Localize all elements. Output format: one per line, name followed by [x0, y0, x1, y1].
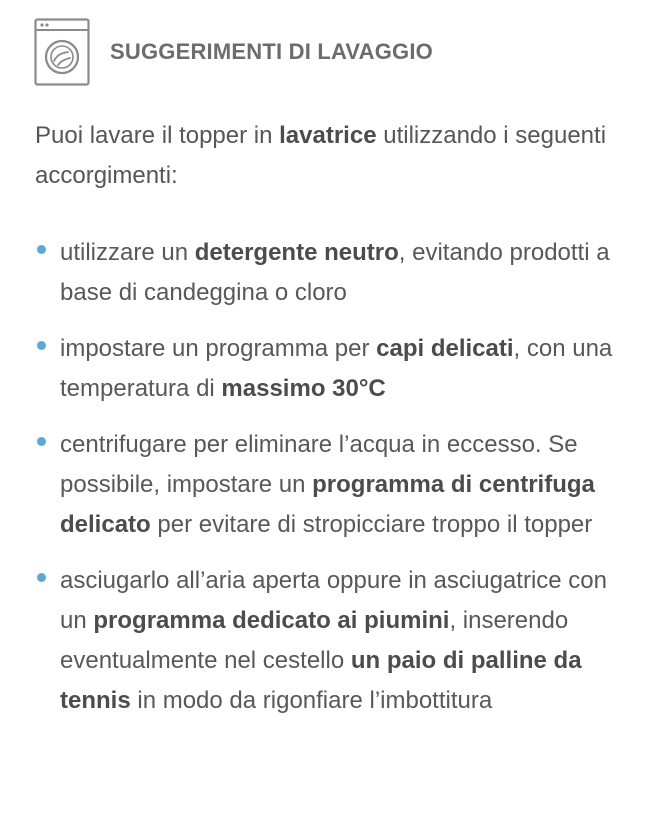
tips-list — [35, 233, 635, 721]
tip-1-text-2: , evitando prodotti a base di candeggina o cloro — [60, 239, 610, 306]
tip-4-bold-1: programma dedicato ai piumini — [93, 607, 450, 634]
washing-machine-icon — [34, 18, 90, 86]
tip-text-4 — [60, 561, 635, 721]
tip-1-text-1: utilizzare un — [60, 239, 195, 266]
tip-text-1 — [60, 233, 635, 313]
section-header — [34, 18, 433, 86]
section-title: SUGGERIMENTI DI LAVAGGIO — [110, 39, 433, 64]
tip-3-text-1: centrifugare per eliminare l’acqua in eccesso. Se possibile, impostare un — [60, 431, 578, 498]
tip-item-1 — [35, 233, 635, 313]
intro-text-2: utilizzando i seguenti accorgimenti: — [35, 122, 607, 189]
tip-text-2 — [60, 329, 635, 409]
tip-2-bold-2: massimo 30°C — [221, 375, 386, 402]
tip-2-text-1: impostare un programma per — [60, 335, 377, 362]
tip-1-bold-1: detergente neutro — [194, 239, 399, 266]
tip-2-text-2: , con una temperatura di — [60, 335, 613, 402]
tip-4-text-3: in modo da rigonfiare l’imbottitura — [130, 687, 493, 714]
tip-text-3 — [60, 425, 635, 545]
tip-item-4 — [35, 561, 635, 721]
bullet-dot — [37, 341, 46, 350]
intro-paragraph — [35, 116, 625, 196]
bullet-dot — [37, 573, 46, 582]
tip-4-text-2: , inserendo eventualmente nel cestello — [60, 607, 569, 674]
tip-item-2 — [35, 329, 635, 409]
tip-3-bold-1: programma di centrifuga delicato — [60, 471, 595, 538]
intro-text-1: Puoi lavare il topper in — [35, 122, 280, 149]
bullet-dot — [37, 245, 46, 254]
tip-item-3 — [35, 425, 635, 545]
intro-bold-1: lavatrice — [279, 122, 377, 149]
tip-2-bold-1: capi delicati — [376, 335, 514, 362]
tip-4-text-1: asciugarlo all’aria aperta oppure in asciugatrice con un — [60, 567, 607, 634]
tip-4-bold-2: un paio di palline da tennis — [60, 647, 582, 714]
bullet-dot — [37, 437, 46, 446]
tip-3-text-2: per evitare di stropicciare troppo il topper — [150, 511, 593, 538]
